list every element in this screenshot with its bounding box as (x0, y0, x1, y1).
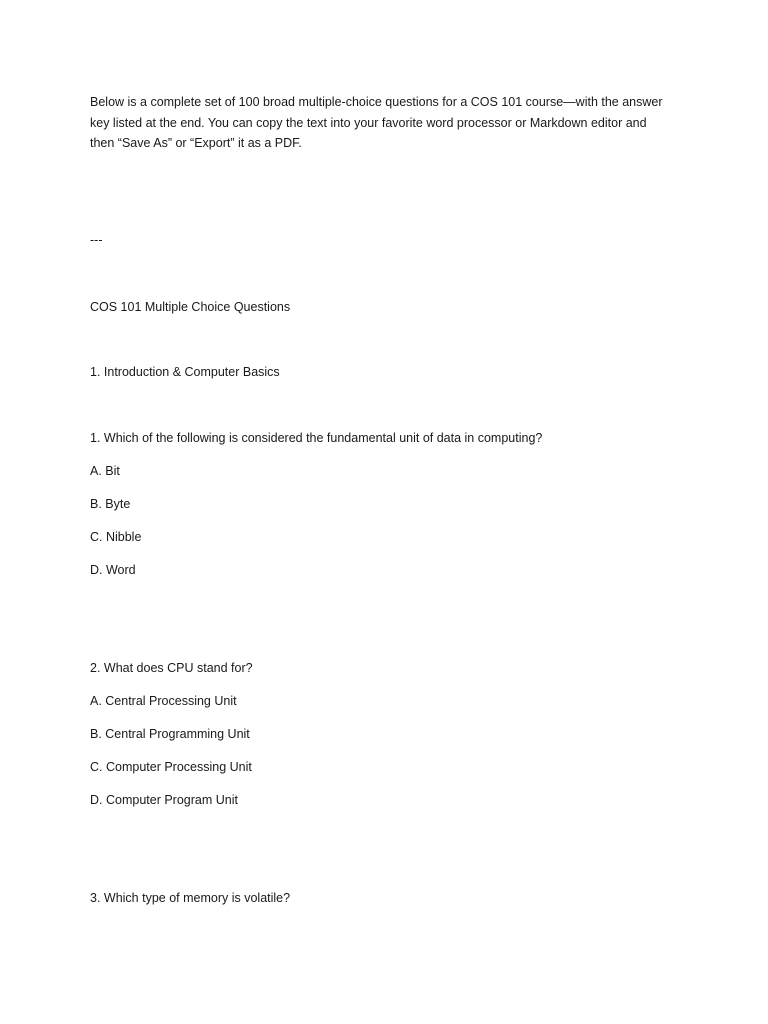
question-text: 1. Which of the following is considered the fundamental unit of data in computing? (90, 431, 543, 445)
answer-option: A. Bit (90, 464, 120, 478)
answer-option: A. Central Processing Unit (90, 694, 237, 708)
answer-option: C. Nibble (90, 530, 142, 544)
answer-option: B. Byte (90, 497, 131, 511)
question-text: 3. Which type of memory is volatile? (90, 891, 291, 905)
intro-line: key listed at the end. You can copy the text into your favorite word processor or Markdown editor and (90, 115, 647, 130)
answer-option: D. Word (90, 563, 136, 577)
answer-option: B. Central Programming Unit (90, 727, 250, 741)
separator: --- (90, 233, 103, 247)
answer-option: D. Computer Program Unit (90, 793, 238, 807)
question-text: 2. What does CPU stand for? (90, 661, 253, 675)
intro-paragraph (90, 92, 690, 154)
intro-line: then “Save As” or “Export” it as a PDF. (90, 136, 302, 150)
answer-option: C. Computer Processing Unit (90, 760, 252, 774)
document-title: COS 101 Multiple Choice Questions (90, 300, 291, 314)
intro-line: Below is a complete set of 100 broad multiple-choice questions for a COS 101 course—with the answer (90, 95, 663, 109)
section-heading: 1. Introduction & Computer Basics (90, 365, 280, 379)
